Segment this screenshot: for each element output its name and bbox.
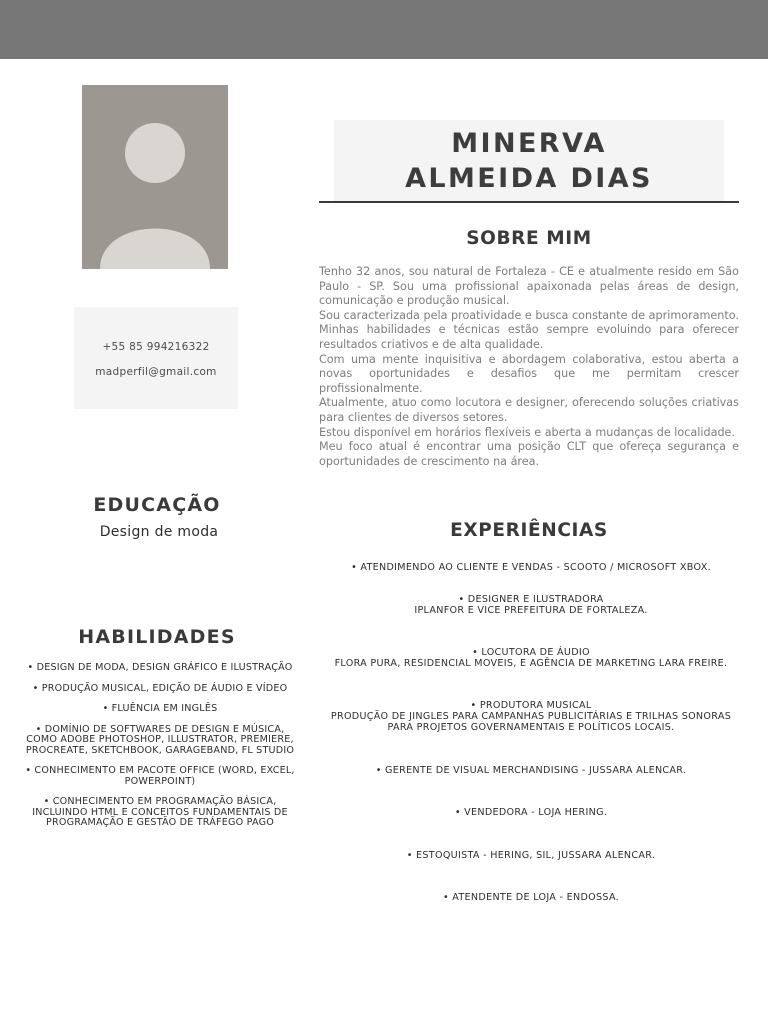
experience-item [319,765,743,776]
profile-photo [82,85,228,269]
about-text [319,265,739,469]
skill-item: • CONHECIMENTO EM PACOTE OFFICE (WORD, EXCEL, POWERPOINT) [25,765,295,787]
skill-item: • DOMÍNIO DE SOFTWARES DE DESIGN E MÚSICA, COMO ADOBE PHOTOSHOP, ILLUSTRATOR, PREMIERE, PROCREATE, SKETCHBOOK, GARAGEBAND, FL STUDIO [25,723,295,756]
skill-item: • FLUÊNCIA EM INGLÊS [102,703,218,714]
experience-detail: IPLANFOR E VICE PREFEITURA DE FORTALEZA. [414,605,648,616]
skills-heading: HABILIDADES [78,626,236,648]
education-item: Design de moda [99,524,219,540]
experience-title: • ATENDIMENDO AO CLIENTE E VENDAS - SCOOTO / MICROSOFT XBOX. [351,562,711,573]
experience-heading: EXPERIÊNCIAS [450,520,608,541]
skill-item: • CONHECIMENTO EM PROGRAMAÇÃO BÁSICA, INCLUINDO HTML E CONCEITOS FUNDAMENTAIS DE PROGRAMAÇÃO E GESTÃO DE TRÁFEGO PAGO [32,796,288,828]
about-heading: SOBRE MIM [466,228,592,249]
about-paragraph: Atualmente, atuo como locutora e designer, oferecendo soluções criativas para clientes de diversos setores. [319,396,739,424]
experience-item [319,807,743,818]
experience-title: • DESIGNER E ILUSTRADORA [458,594,604,605]
avatar-placeholder-icon [82,85,228,269]
about-paragraph: Sou caracterizada pela proatividade e busca constante de aprimoramento. Minhas habilidades e técnicas estão sempre evoluindo para oferecer resultados criativos e de alta qualidade. [319,308,739,351]
experience-title: • PRODUTORA MUSICAL [470,700,592,711]
experience-item [319,562,743,573]
skill-item: • PRODUÇÃO MUSICAL, EDIÇÃO DE ÁUDIO E VÍDEO [32,682,288,694]
experience-title: • LOCUTORA DE ÁUDIO [472,647,590,658]
experience-title: • GERENTE DE VISUAL MERCHANDISING - JUSSARA ALENCAR. [375,765,687,776]
experience-item [319,892,743,903]
about-paragraph: Estou disponível em horários flexíveis e aberta a mudanças de localidade. [319,425,735,439]
experience-item [319,594,743,616]
name-box [334,120,724,202]
experience-title: • VENDEDORA - LOJA HERING. [454,807,608,818]
experience-detail: FLORA PURA, RESIDENCIAL MOVEIS, E AGÊNCIA DE MARKETING LARA FREIRE. [334,658,728,669]
contact-phone[interactable]: +55 85 994216322 [102,341,210,353]
about-paragraph: Meu foco atual é encontrar uma posição CLT que ofereça segurança e oportunidades de crescimento na área. [319,440,739,468]
experience-detail: PRODUÇÃO DE JINGLES PARA CAMPANHAS PUBLICITÁRIAS E TRILHAS SONORAS PARA PROJETOS GOVERNAMENTAIS E POLÍTICOS LOCAIS. [330,711,732,733]
skill-item: • DESIGN DE MODA, DESIGN GRÁFICO E ILUSTRAÇÃO [27,662,293,673]
experience-title: • ESTOQUISTA - HERING, SIL, JUSSARA ALENCAR. [406,850,656,861]
experience-item [319,700,743,733]
divider [319,201,739,203]
experience-item [319,647,743,669]
education-heading: EDUCAÇÃO [93,494,221,516]
top-bar [0,0,768,59]
contact-email[interactable]: madperfil@gmail.com [95,366,217,378]
name-second-line: ALMEIDA DIAS [405,163,653,194]
experience-item [319,850,743,861]
name-first-line: MINERVA [451,128,607,159]
about-paragraph: Tenho 32 anos, sou natural de Fortaleza - CE e atualmente resido em São Paulo - SP. Sou uma profissional apaixonada pelas áreas de design, comunicação e produção musical. [319,265,739,308]
about-paragraph: Com uma mente inquisitiva e abordagem colaborativa, estou aberta a novas oportunidades e desafios que me permitam crescer profissionalmente. [319,352,739,395]
experience-title: • ATENDENTE DE LOJA - ENDOSSA. [442,892,620,903]
contact-box [74,307,238,409]
skills-list [24,663,296,839]
